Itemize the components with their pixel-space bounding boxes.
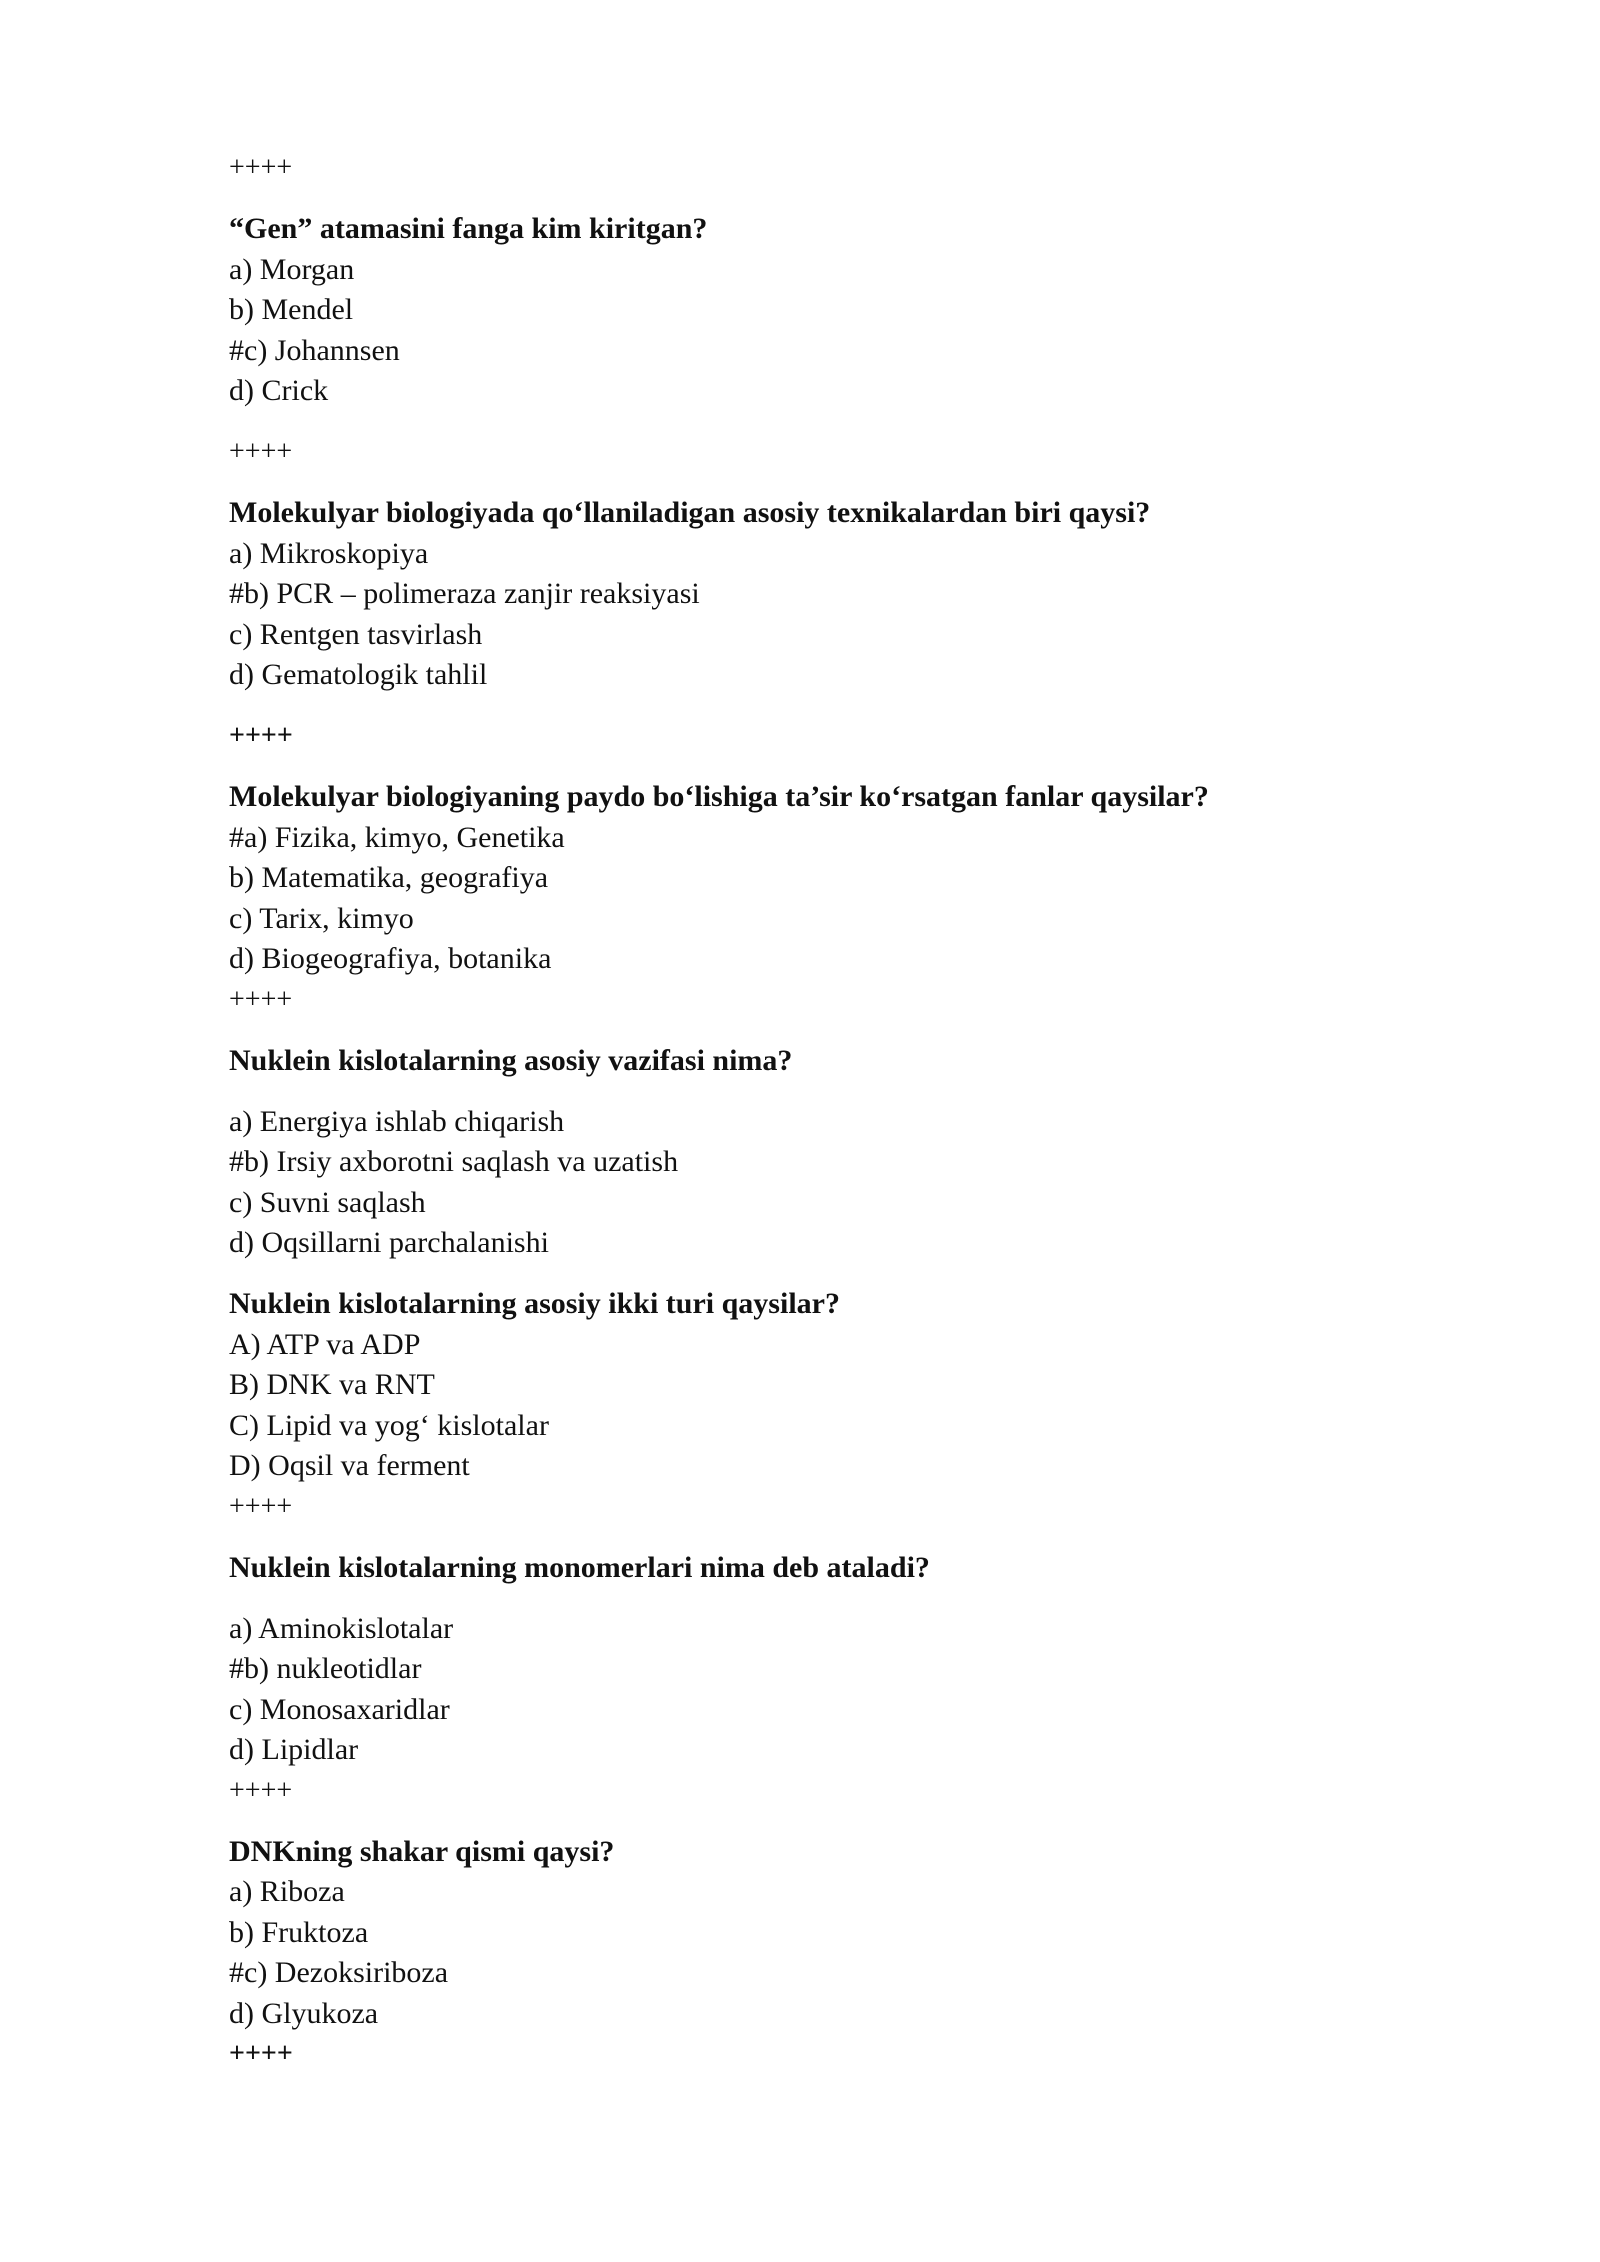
- spacer: [229, 1020, 1429, 1041]
- answer-option: c) Tarix, kimyo: [229, 901, 414, 935]
- answer-option: d) Glyukoza: [229, 1996, 379, 2030]
- answer-option: a) Energiya ishlab chiqarish: [229, 1104, 565, 1138]
- spacer: [229, 473, 1429, 494]
- answer-option: #b) nukleotidlar: [229, 1652, 422, 1685]
- answer-option: d) Gematologik tahlil: [229, 658, 488, 691]
- answer-option: C) Lipid va yog‘ kislotalar: [229, 1408, 549, 1442]
- answer-option: c) Suvni saqlash: [229, 1185, 426, 1219]
- answer-option: b) Fruktoza: [229, 1915, 369, 1949]
- answer-option: b) Mendel: [229, 293, 354, 326]
- spacer: [229, 1081, 1429, 1102]
- question-separator: ++++: [229, 2038, 293, 2069]
- spacer: [229, 1588, 1429, 1609]
- answer-option: a) Aminokislotalar: [229, 1611, 454, 1645]
- question-separator: ++++: [229, 1774, 293, 1806]
- question-text: Nuklein kislotalarning asosiy vazifasi nima?: [229, 1043, 793, 1077]
- answer-option: #b) PCR – polimeraza zanjir reaksiyasi: [229, 577, 700, 610]
- answer-option: A) ATP va ADP: [229, 1327, 421, 1361]
- question-separator: ++++: [229, 1490, 293, 1522]
- spacer: [229, 1264, 1429, 1285]
- answer-option: d) Biogeografiya, botanika: [229, 942, 552, 975]
- answer-option: #b) Irsiy axborotni saqlash va uzatish: [229, 1145, 679, 1178]
- spacer: [229, 412, 1429, 433]
- question-separator: ++++: [229, 152, 293, 183]
- answer-option: a) Mikroskopiya: [229, 536, 429, 570]
- answer-option: a) Riboza: [229, 1875, 345, 1908]
- question-separator: ++++: [229, 983, 293, 1015]
- answer-option: #c) Dezoksiriboza: [229, 1956, 449, 1989]
- spacer: [229, 1527, 1429, 1548]
- answer-option: b) Matematika, geografiya: [229, 861, 549, 894]
- question-text: Molekulyar biologiyada qo‘llaniladigan asosiy texnikalardan biri qaysi?: [229, 496, 1151, 529]
- answer-option: c) Monosaxaridlar: [229, 1692, 450, 1726]
- question-text: DNKning shakar qismi qaysi?: [229, 1834, 615, 1868]
- answer-option: #c) Johannsen: [229, 333, 400, 367]
- question-separator: ++++: [229, 720, 293, 751]
- spacer: [229, 1811, 1429, 1832]
- question-text: Nuklein kislotalarning asosiy ikki turi qaysilar?: [229, 1287, 840, 1320]
- question-text: Nuklein kislotalarning monomerlari nima deb ataladi?: [229, 1550, 930, 1584]
- spacer: [229, 189, 1429, 210]
- answer-option: B) DNK va RNT: [229, 1368, 435, 1401]
- answer-option: D) Oqsil va ferment: [229, 1449, 470, 1482]
- question-separator: ++++: [229, 436, 293, 467]
- question-text: Molekulyar biologiyaning paydo bo‘lishiga ta’sir ko‘rsatgan fanlar qaysilar?: [229, 780, 1209, 813]
- answer-option: #a) Fizika, kimyo, Genetika: [229, 820, 565, 854]
- document-page: [229, 148, 1429, 2075]
- answer-option: d) Crick: [229, 374, 329, 407]
- spacer: [229, 757, 1429, 778]
- answer-option: d) Lipidlar: [229, 1733, 359, 1766]
- question-text: “Gen” atamasini fanga kim kiritgan?: [229, 212, 708, 245]
- answer-option: a) Morgan: [229, 252, 355, 286]
- answer-option: c) Rentgen tasvirlash: [229, 617, 483, 651]
- spacer: [229, 696, 1429, 717]
- answer-option: d) Oqsillarni parchalanishi: [229, 1226, 549, 1259]
